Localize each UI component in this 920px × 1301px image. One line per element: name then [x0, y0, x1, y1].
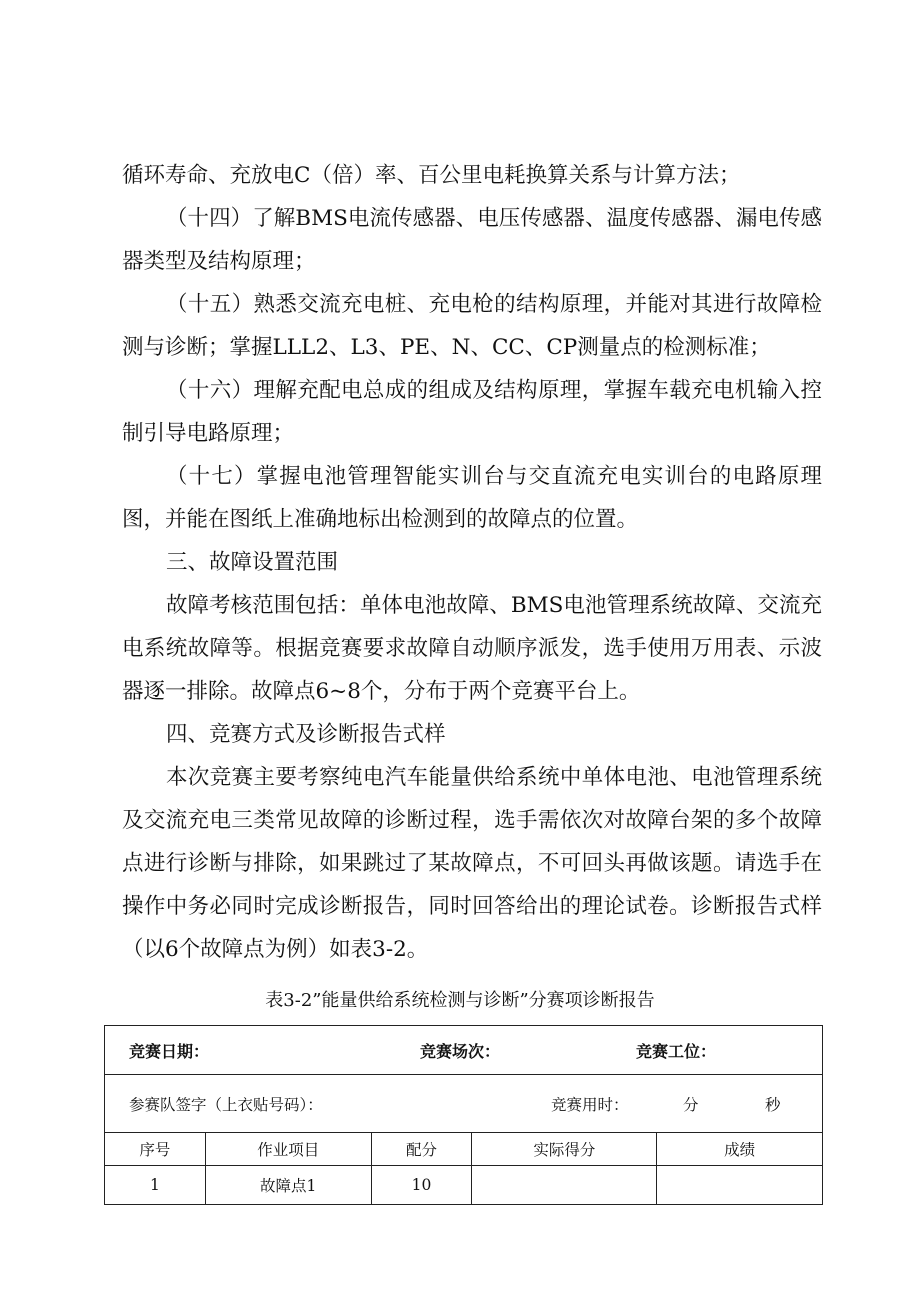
row-result	[657, 1166, 823, 1205]
team-signature-row	[105, 1075, 823, 1133]
second-label: 秒	[765, 1095, 781, 1114]
section-3-body: 故障考核范围包括：单体电池故障、BMS电池管理系统故障、交流充电系统故障等。根据竞赛要求故障自动顺序派发，选手使用万用表、示波器逐一排除。故障点6~8个，分布于两个竞赛平台上。	[122, 593, 822, 704]
row-actual-score	[472, 1166, 657, 1205]
row-points: 10	[371, 1166, 472, 1205]
paragraph-item-17: （十七）掌握电池管理智能实训台与交直流充电实训台的电路原理图，并能在图纸上准确地标出检测到的故障点的位置。	[122, 464, 822, 532]
section-4-heading: 四、竞赛方式及诊断报告式样	[166, 722, 446, 747]
competition-station-label: 竞赛工位：	[636, 1041, 717, 1061]
section-4-body: 本次竞赛主要考察纯电汽车能量供给系统中单体电池、电池管理系统及交流充电三类常见故障的诊断过程，选手需依次对故障台架的多个故障点进行诊断与排除，如果跳过了某故障点，不可回头再做该题。请选手在操作中务必同时完成诊断报告，同时回答给出的理论试卷。诊断报告式样（以6个故障点为例）如表3-2。	[122, 765, 822, 962]
competition-time-label: 竞赛用时：	[551, 1095, 629, 1114]
paragraph-item-14: （十四）了解BMS电流传感器、电压传感器、温度传感器、漏电传感器类型及结构原理；	[122, 206, 822, 274]
competition-date-label: 竞赛日期：	[129, 1041, 210, 1061]
header-points: 配分	[371, 1133, 472, 1166]
header-result: 成绩	[657, 1133, 823, 1166]
paragraph-item-16: （十六）理解充配电总成的组成及结构原理，掌握车载充电机输入控制引导电路原理；	[122, 378, 822, 446]
table-header-row	[105, 1133, 823, 1166]
row-number: 1	[105, 1166, 206, 1205]
diagnosis-report-table	[104, 1025, 823, 1205]
competition-info-row	[105, 1026, 823, 1075]
header-actual-score: 实际得分	[472, 1133, 657, 1166]
row-work-item: 故障点1	[205, 1166, 371, 1205]
table-row	[105, 1166, 823, 1205]
table-caption: 表3-2”能量供给系统检测与诊断”分赛项诊断报告	[265, 990, 655, 1011]
paragraph-item-15: （十五）熟悉交流充电桩、充电枪的结构原理，并能对其进行故障检测与诊断；掌握LLL2、L3、PE、N、CC、CP测量点的检测标准；	[122, 292, 822, 360]
competition-session-label: 竞赛场次：	[420, 1041, 501, 1061]
minute-label: 分	[683, 1095, 699, 1114]
header-work-item: 作业项目	[205, 1133, 371, 1166]
team-signature-label: 参赛队签字（上衣贴号码）：	[129, 1095, 323, 1114]
section-3-heading: 三、故障设置范围	[166, 550, 339, 575]
header-number: 序号	[105, 1133, 206, 1166]
paragraph-cycle-life: 循环寿命、充放电C（倍）率、百公里电耗换算关系与计算方法；	[122, 163, 741, 188]
